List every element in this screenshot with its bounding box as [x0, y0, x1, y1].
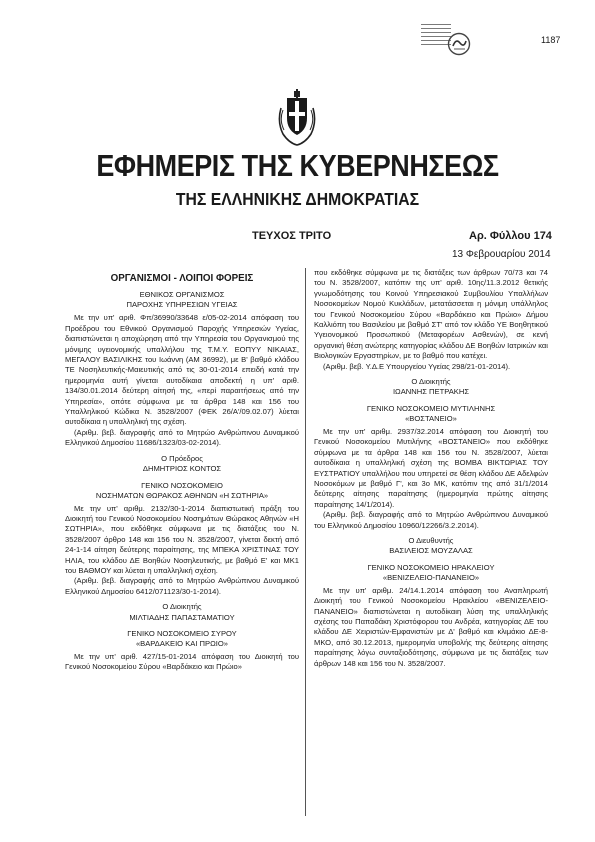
announcement-text: Με την υπ' αριθμ. 24/14.1.2014 απόφαση του Αναπληρωτή Διοικητή του Γενικού Νοσοκομείου Ηρακλείου «ΒΕΝΙΖΕΛΕΙΟ-ΠΑΝΑΝΕΙΟ» διαπιστώνεται η αυτοδίκαιη λύση της υπαλληλικής σχέσης του Παπαδάκη Χριστόφορου του Ανδρέα, κατηγορίας ΔΕ του κλάδου ΔΕ Χειριστών-Εμφανιστών με Δ' βαθμό και κλιμάκιο ΔΕ-8-ΜΚΟ, από 30.12.2013, ημερομηνία υποβολής της δεύτερης αίτησης παραίτησης λόγω συνταξιοδότησης, σύμφωνα με τις διατάξεις των άρθρων 148 και 156 του Ν. 3528/2007.	[314, 585, 548, 668]
section-heading: ΟΡΓΑΝΙΣΜΟΙ - ΛΟΙΠΟΙ ΦΟΡΕΙΣ	[110, 273, 254, 284]
org-heading	[65, 629, 299, 649]
signer-role: Ο Πρόεδρος	[161, 453, 203, 463]
org-heading	[314, 563, 548, 583]
announcement-text: που εκδόθηκε σύμφωνα με τις διατάξεις των άρθρων 70/73 και 74 του Ν. 3528/2007, κατόπιν της υπ' αριθ. 10ης/11.3.2012 θετικής γνωμοδότησης του Κοινού Υπηρεσιακού Συμβουλίου Υπαλλήλων Νοσοκομείων Νομού Κυκλάδων, μετατάσσεται η μόνιμη υπάλληλος του Γενικού Νοσοκομείου Σύρου «Βαρδάκειο και Πρώιο» Δήμου Καλλιόπη του Βασιλείου με βαθμό ΣΤ' από τον κλάδο ΥΕ Βοηθητικού Υγειονομικού Προσωπικού (Μεταφορέων Ασθενών), σε κενή οργανική θέση ανώτερης κατηγορίας κλάδου ΔΕ Βοηθών Ιατρικών και Βιολογικών Εργαστηρίων, με το βαθμό που κατέχει.	[314, 268, 548, 361]
announcement-text: Με την υπ' αριθμ. 2132/30-1-2014 διαπιστωτική πράξη του Διοικητή του Γενικού Νοσοκομείου Νοσημάτων Θώρακος Αθηνών «Η ΣΩΤΗΡΙΑ», που εκδόθηκε σύμφωνα με τις διατάξεις του Ν. 3528/2007 άρθρο 148 και 156 του Ν. 3528/2007, γίνεται δεκτή από 24-1-14 αίτηση δεύτερης παραίτησης, της ΜΠΕΚΑ ΧΡΙΣΤΙΝΑΣ ΤΟΥ ΗΛΙΑ, του κλάδου ΔΕ Βοηθών Νοσηλευτικής, με βαθμό Ε' και ΜΚ1 του ΒΑΘΜΟΥ και λύεται η υπαλληλική σχέση.	[65, 503, 299, 575]
issue-series: ΤΕΥΧΟΣ ΤΡΙΤΟ	[252, 230, 332, 242]
org-heading-line: «ΒΑΡΔΑΚΕΙΟ ΚΑΙ ΠΡΩΙΟ»	[135, 638, 229, 648]
signer-role: Ο Διοικητής	[411, 377, 451, 387]
org-heading-line: «ΒΕΝΙΖΕΛΕΙΟ-ΠΑΝΑΝΕΙΟ»	[382, 572, 480, 582]
gazette-subtitle: ΤΗΣ ΕΛΛΗΝΙΚΗΣ ΔΗΜΟΚΡΑΤΙΑΣ	[175, 189, 420, 209]
org-heading	[65, 481, 299, 501]
org-heading-line: ΕΘΝΙΚΟΣ ΟΡΓΑΝΙΣΜΟΣ	[139, 290, 225, 300]
org-heading-line: ΝΟΣΗΜΑΤΩΝ ΘΩΡΑΚΟΣ ΑΘΗΝΩΝ «Η ΣΩΤΗΡΙΑ»	[95, 490, 269, 500]
org-heading-line: «ΒΟΣΤΑΝΕΙΟ»	[405, 413, 457, 423]
signer-role: Ο Διευθυντής	[408, 535, 454, 545]
announcement-note: (Αριθμ. βεβ. διαγραφής από το Μητρώο Ανθρώπινου Δυναμικού Ελληνικού Δημοσίου 6412/071123/30-1-2014).	[65, 576, 299, 596]
announcement-note: (Αριθμ. βεβ. διαγραφής από το Μητρώο Ανθρώπινου Δυναμικού του Ελληνικού Δημοσίου 10960/12266/3.2.2014).	[314, 510, 548, 530]
announcement-note: (Αριθμ. βεβ. διαγραφής από το Μητρώο Ανθρώπινου Δυναμικού Ελληνικού Δημοσίου 11686/1323/03-02-2014).	[65, 427, 299, 448]
gazette-title: ΕΦΗΜΕΡΙΣ ΤΗΣ ΚΥΒΕΡΝΗΣΕΩΣ	[96, 148, 499, 183]
right-column	[314, 268, 548, 669]
page-number: 1187	[541, 35, 561, 45]
left-column	[65, 268, 299, 673]
signer-name: ΔΗΜΗΤΡΙΟΣ ΚΟΝΤΟΣ	[142, 464, 222, 474]
greek-coat-of-arms-icon	[273, 88, 321, 148]
issue-date: 13 Φεβρουαρίου 2014	[452, 249, 551, 260]
org-heading	[65, 290, 299, 310]
announcement-note: (Αριθμ. βεβ. Υ.Δ.Ε Υπουργείου Υγείας 298/21-01-2014).	[323, 361, 511, 371]
digital-signature-stamp	[421, 22, 473, 66]
signer-name: ΙΩΑΝΝΗΣ ΠΕΤΡΑΚΗΣ	[392, 387, 470, 397]
issue-number: Αρ. Φύλλου 174	[469, 230, 552, 242]
announcement-text: Με την υπ' αριθμ. 2937/32.2014 απόφαση του Διοικητή του Γενικού Νοσοκομείου Μυτιλήνης «ΒΟΣΤΑΝΕΙΟ» που εκδόθηκε σύμφωνα με τα άρθρα 148 και 156 του Ν. 3528/2007, λύεται αυτοδίκαια η υπαλληλική σχέση της ΒΟΜΒΑ ΒΙΚΤΩΡΙΑΣ ΤΟΥ ΕΥΣΤΡΑΤΙΟΥ υπαλλήλου που υπηρετεί σε θέση κλάδου ΔΕ Αδελφών Νοσοκόμων με βαθμό Γ', και 3ο ΜΚ, κατόπιν της από 31/1/2014 δεύτερης αίτησης παραίτησης (ημερομηνία πρώτης αίτησης παραίτησης 14/1/2014).	[314, 426, 548, 509]
org-heading-line: ΓΕΝΙΚΟ ΝΟΣΟΚΟΜΕΙΟ ΜΥΤΙΛΗΝΗΣ	[366, 403, 496, 413]
org-heading-line: ΓΕΝΙΚΟ ΝΟΣΟΚΟΜΕΙΟ ΗΡΑΚΛΕΙΟΥ	[367, 562, 495, 572]
org-heading-line: ΠΑΡΟΧΗΣ ΥΠΗΡΕΣΙΩΝ ΥΓΕΙΑΣ	[126, 300, 238, 310]
org-heading	[314, 404, 548, 424]
signature-seal-icon	[447, 32, 471, 56]
signer-name: ΜΙΛΤΙΑΔΗΣ ΠΑΠΑΣΤΑΜΑΤΙΟΥ	[129, 612, 235, 622]
announcement-text: Με την υπ' αριθ. Φπ/36990/33648 ε/05-02-2014 απόφαση του Προέδρου του Εθνικού Οργανισμού Παροχής Υπηρεσιών Υγείας, διαπιστώνεται η αποχώρηση από την Υπηρεσία του Οργανισμού της μόνιμης υγειονομικής υπαλλήλου της Τ.Μ.Υ. ΕΟΠΥΥ ΝΙΚΑΙΑΣ, ΜΕΓΑΛΟΥ ΒΑΣΙΛΙΚΗΣ του Ιωάννη (ΑΜ 36992), με Β' βαθμό κλάδου ΤΕ Νοσηλευτικής-Μαιευτικής από τις 30-01-2014 επειδή κατά την ημερομηνία αυτή γίνεται αυτοδίκαια αποδεκτή η υπ' αριθ. 134/30.01.2014 δεύτερη αίτησή της, «περί παραιτήσεως από την Υπηρεσία», οπότε σύμφωνα με τα άρθρα 148 και 156 του Υπαλληλικού Κώδικα Ν. 3528/2007 (ΦΕΚ 26/Α'/09.02.07) λύεται αυτοδίκαια η υπαλληλική της σχέση.	[65, 313, 299, 427]
announcement-text: Με την υπ' αριθ. 427/15-01-2014 απόφαση του Διοικητή του Γενικού Νοσοκομείου Σύρου «Βαρδάκειο και Πρώιο»	[65, 651, 299, 672]
org-heading-line: ΓΕΝΙΚΟ ΝΟΣΟΚΟΜΕΙΟ	[141, 480, 223, 490]
signer-name: ΒΑΣΙΛΕΙΟΣ ΜΟΥΖΑΛΑΣ	[389, 546, 473, 556]
org-heading-line: ΓΕΝΙΚΟ ΝΟΣΟΚΟΜΕΙΟ ΣΥΡΟΥ	[127, 628, 237, 638]
column-divider	[305, 268, 306, 816]
signer-role: Ο Διοικητής	[162, 602, 202, 612]
